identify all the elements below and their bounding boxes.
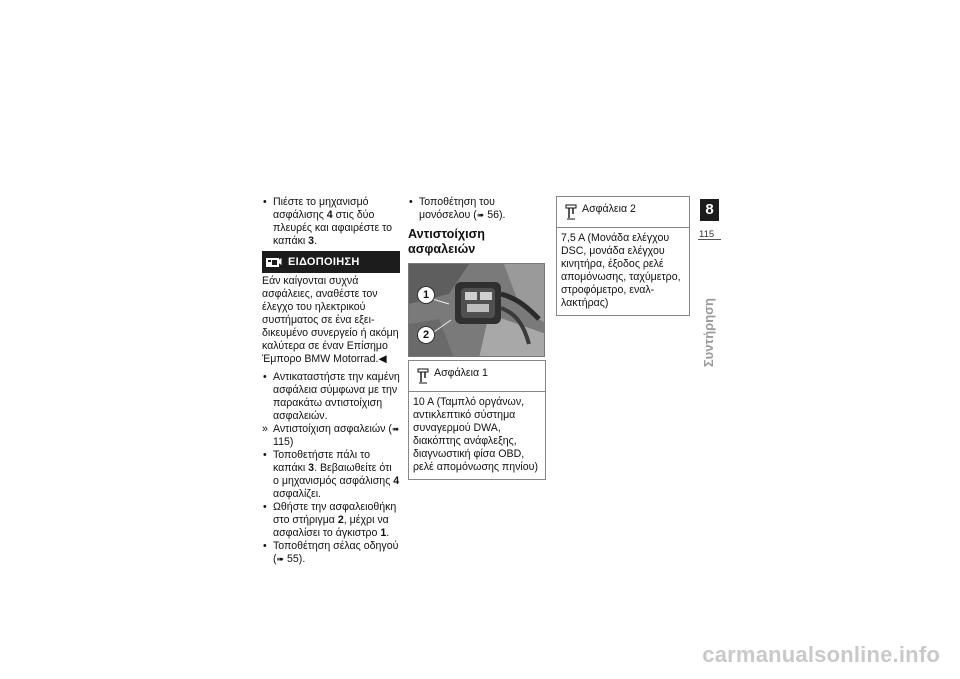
steps-list-1 (262, 196, 400, 248)
ref-number: 4 (326, 209, 333, 221)
fuse-description: 10 A (Ταμπλό οργάνων, αντικλεπτικό σύστημα συναγερμού DWA, διακόπτης ανάφλεξης, διαγνωστική φίσα OBD, ρελέ απομόνωσης πηνίου) (413, 396, 538, 473)
fuse-icon (565, 204, 577, 220)
arrow-right-icon: ➠ (476, 210, 485, 220)
column-3 (556, 196, 690, 316)
watermark: carmanualsonline.info (702, 642, 940, 667)
step-item: • Ωθήστε την ασφαλειοθήκη στο στήριγμα 2, μέχρι να ασφαλίσει το άγκιστρο 1. (262, 501, 400, 540)
callout-2: 2 (417, 326, 435, 344)
page-number: 115 (699, 229, 715, 240)
fuse-table-header (409, 361, 545, 392)
warning-icon (266, 256, 282, 268)
column-1 (262, 196, 400, 566)
arrow-right-icon: ➠ (276, 554, 285, 564)
warning-banner (262, 251, 400, 273)
step-item: • Τοποθέτηση σέλας οδηγού (➠ 55). (262, 540, 400, 566)
arrow-right-icon: ➠ (391, 424, 400, 434)
chapter-title: Συντήρηση (701, 298, 716, 368)
step-item: • Τοποθέτηση του μονόσελου (➠ 56). (408, 196, 546, 222)
step-item: • Τοποθετήστε πάλι το καπάκι 3. Βεβαιωθείτε ότι ο μηχανισμός ασφάλισης 4 ασφαλίζει. (262, 449, 400, 501)
ref-number: 4 (393, 475, 400, 487)
divider (698, 239, 721, 240)
fuse-box-photo (408, 263, 545, 357)
section-title: Αντιστοίχιση ασφαλειών (408, 227, 485, 256)
step-item: • Πιέστε το μηχανισμό ασφάλισης 4 στις δύο πλευρές και αφαιρέστε το καπάκι 3. (262, 196, 400, 248)
steps-list-2 (262, 371, 400, 566)
fuse-table-1 (408, 360, 546, 480)
chapter-number-tab: 8 (700, 199, 719, 221)
steps-list-3 (408, 196, 546, 222)
step-item: • Αντικαταστήστε την καμένη ασφάλεια σύμφωνα με την παρακάτω αντιστοίχιση ασφαλειών. (262, 371, 400, 423)
column-2 (408, 196, 546, 480)
fuse-table-header (557, 197, 689, 228)
fuse-label: Ασφάλεια 1 (434, 367, 488, 379)
ref-number: 2 (337, 514, 344, 526)
fuse-label: Ασφάλεια 2 (582, 203, 636, 215)
callout-1: 1 (417, 286, 435, 304)
fuse-icon (417, 368, 429, 384)
ref-number: 3 (308, 462, 315, 474)
fuse-description: 7,5 A (Μονάδα ελέγχου DSC, μονάδα ελέγχου κινητήρα, έξοδος ρελέ απομόνωσης, ταχύμετρο, στροφόμετρο, εναλλακτήρας) (561, 232, 681, 309)
fuse-table-2 (556, 196, 690, 316)
ref-number: 3 (308, 235, 315, 247)
ref-number: 1 (380, 527, 387, 539)
result-item: » Αντιστοίχιση ασφαλειών (➠ 115) (262, 423, 400, 449)
warning-text: Εάν καίγονται συχνά ασφάλειες, αναθέστε τον έλεγχο του ηλεκτρικού συστήματος σε ένα εξειδικευμένο συνεργείο ή ακόμη καλύτερα σε έναν Επίσημο Έμπορο BMW Motorrad.◀ (262, 275, 399, 365)
warning-title: ΕΙΔΟΠΟΙΗΣΗ (288, 255, 360, 268)
